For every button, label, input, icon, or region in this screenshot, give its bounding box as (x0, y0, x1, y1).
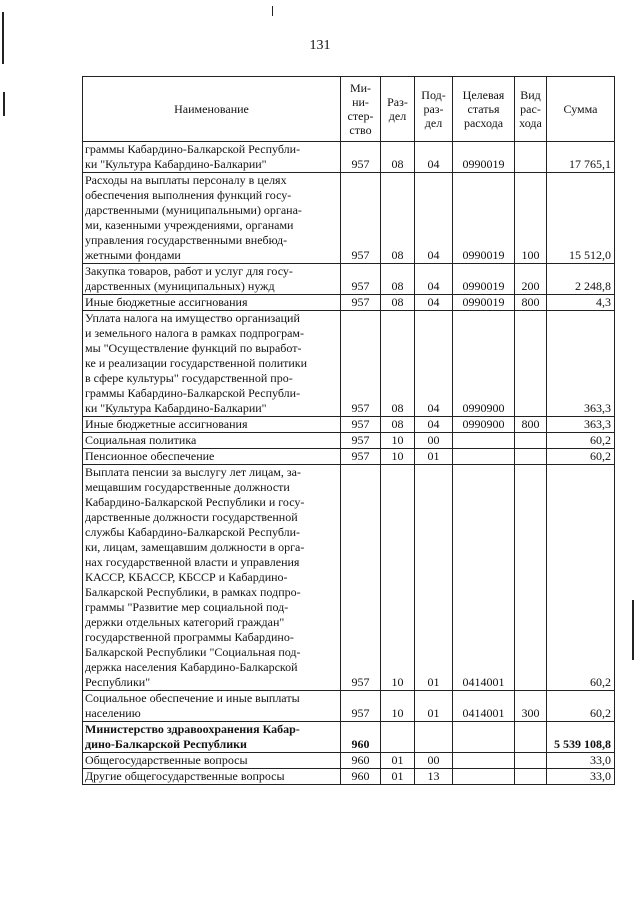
cell-target: 0990900 (453, 417, 515, 433)
column-header-ministry: Ми- ни- стер- ство (341, 77, 381, 142)
cell-name: Иные бюджетные ассигнования (83, 295, 341, 311)
cell-target: 0990019 (453, 264, 515, 295)
cell-subsection: 13 (415, 769, 453, 785)
cell-type: 800 (515, 417, 547, 433)
table-row (83, 311, 615, 417)
cell-target: 0990019 (453, 173, 515, 264)
cell-type (515, 753, 547, 769)
cell-section (381, 722, 415, 753)
cell-target (453, 769, 515, 785)
table-row (83, 264, 615, 295)
cell-name: Выплата пенсии за выслугу лет лицам, за- мещавшим государственные должности Кабардино-Балкарской Республики и госу- дарственные должности государственной службы Кабардино-Балкарской Республи- ки, лицам, замещавшим должности в орга- нах государственной власти и управления КАССР, КБАССР, КБССР и Кабардино- Балкарской Республики, в рамках подпро- граммы "Развитие мер социальной под- держки отдельных категорий граждан" государственной программы Кабардино- Балкарской Республики "Социальная под- держка населения Кабардино-Балкарской Республики" (83, 465, 341, 691)
scan-artifact-top (272, 6, 273, 16)
table-row (83, 433, 615, 449)
cell-section: 08 (381, 311, 415, 417)
cell-name: Закупка товаров, работ и услуг для госу- дарственных (муниципальных) нужд (83, 264, 341, 295)
cell-subsection: 04 (415, 417, 453, 433)
cell-ministry: 957 (341, 449, 381, 465)
cell-ministry: 957 (341, 433, 381, 449)
table-row (83, 173, 615, 264)
cell-type (515, 465, 547, 691)
cell-ministry: 957 (341, 142, 381, 173)
cell-section: 01 (381, 769, 415, 785)
cell-name: Другие общегосударственные вопросы (83, 769, 341, 785)
cell-subsection: 01 (415, 465, 453, 691)
cell-type (515, 142, 547, 173)
cell-target (453, 449, 515, 465)
cell-type (515, 769, 547, 785)
cell-ministry: 957 (341, 691, 381, 722)
cell-section: 10 (381, 691, 415, 722)
cell-ministry: 957 (341, 465, 381, 691)
cell-subsection: 01 (415, 449, 453, 465)
cell-name: Социальная политика (83, 433, 341, 449)
table-row (83, 295, 615, 311)
cell-sum: 60,2 (547, 433, 615, 449)
cell-type (515, 449, 547, 465)
scan-artifact-left-2 (3, 92, 5, 116)
table-row (83, 465, 615, 691)
cell-target: 0990900 (453, 311, 515, 417)
budget-table (82, 76, 615, 785)
cell-type: 100 (515, 173, 547, 264)
cell-section: 10 (381, 465, 415, 691)
page-number: 131 (309, 38, 331, 53)
cell-name: Общегосударственные вопросы (83, 753, 341, 769)
cell-target: 0414001 (453, 465, 515, 691)
cell-section: 08 (381, 264, 415, 295)
table-row (83, 449, 615, 465)
cell-target: 0990019 (453, 142, 515, 173)
cell-section: 08 (381, 417, 415, 433)
cell-sum: 5 539 108,8 (547, 722, 615, 753)
cell-target: 0414001 (453, 691, 515, 722)
cell-ministry: 957 (341, 295, 381, 311)
cell-sum: 60,2 (547, 465, 615, 691)
column-header-name: Наименование (83, 77, 341, 142)
cell-type: 800 (515, 295, 547, 311)
cell-name: Министерство здравоохранения Кабар- дино-Балкарской Республики (83, 722, 341, 753)
cell-subsection: 01 (415, 691, 453, 722)
cell-sum: 4,3 (547, 295, 615, 311)
cell-sum: 33,0 (547, 769, 615, 785)
cell-ministry: 957 (341, 417, 381, 433)
cell-section: 10 (381, 433, 415, 449)
cell-subsection: 04 (415, 295, 453, 311)
cell-section: 08 (381, 295, 415, 311)
table-row (83, 691, 615, 722)
cell-sum: 363,3 (547, 417, 615, 433)
cell-name: Иные бюджетные ассигнования (83, 417, 341, 433)
table-row (83, 753, 615, 769)
column-header-type: Вид рас- хода (515, 77, 547, 142)
cell-ministry: 957 (341, 311, 381, 417)
cell-name: Социальное обеспечение и иные выплаты населению (83, 691, 341, 722)
cell-name: Пенсионное обеспечение (83, 449, 341, 465)
cell-subsection: 00 (415, 753, 453, 769)
column-header-subsection: Под- раз- дел (415, 77, 453, 142)
cell-section: 10 (381, 449, 415, 465)
cell-sum: 363,3 (547, 311, 615, 417)
cell-subsection: 04 (415, 173, 453, 264)
cell-name: Уплата налога на имущество организаций и земельного налога в рамках подпрограм- мы "Осуществление функций по выработ- ке и реализации государственной политики в сфере культуры" государственной про- граммы Кабардино-Балкарской Республи- ки "Культура Кабардино-Балкарии" (83, 311, 341, 417)
cell-target (453, 753, 515, 769)
table-row (83, 722, 615, 753)
cell-subsection: 04 (415, 311, 453, 417)
cell-subsection: 04 (415, 142, 453, 173)
cell-target (453, 433, 515, 449)
cell-sum: 15 512,0 (547, 173, 615, 264)
cell-target: 0990019 (453, 295, 515, 311)
cell-ministry: 960 (341, 722, 381, 753)
cell-subsection: 00 (415, 433, 453, 449)
cell-name: граммы Кабардино-Балкарской Республи- ки "Культура Кабардино-Балкарии" (83, 142, 341, 173)
cell-ministry: 957 (341, 173, 381, 264)
column-header-sum: Сумма (547, 77, 615, 142)
cell-target (453, 722, 515, 753)
scan-artifact-right (632, 600, 634, 660)
table-row (83, 769, 615, 785)
cell-sum: 17 765,1 (547, 142, 615, 173)
cell-type (515, 722, 547, 753)
cell-section: 08 (381, 173, 415, 264)
cell-subsection: 04 (415, 264, 453, 295)
cell-sum: 60,2 (547, 449, 615, 465)
cell-type (515, 311, 547, 417)
table-row (83, 417, 615, 433)
table-row (83, 142, 615, 173)
cell-ministry: 960 (341, 769, 381, 785)
column-header-section: Раз- дел (381, 77, 415, 142)
cell-section: 08 (381, 142, 415, 173)
cell-ministry: 957 (341, 264, 381, 295)
cell-type (515, 433, 547, 449)
cell-type: 200 (515, 264, 547, 295)
cell-sum: 33,0 (547, 753, 615, 769)
cell-section: 01 (381, 753, 415, 769)
table-header-row (83, 77, 615, 142)
cell-sum: 2 248,8 (547, 264, 615, 295)
cell-sum: 60,2 (547, 691, 615, 722)
cell-type: 300 (515, 691, 547, 722)
cell-subsection (415, 722, 453, 753)
column-header-target: Целевая статья расхода (453, 77, 515, 142)
cell-name: Расходы на выплаты персоналу в целях обеспечения выполнения функций госу- дарственными (муниципальными) органа- ми, казенными учреждениями, органами управления государственными внебюд- жетными фондами (83, 173, 341, 264)
cell-ministry: 960 (341, 753, 381, 769)
